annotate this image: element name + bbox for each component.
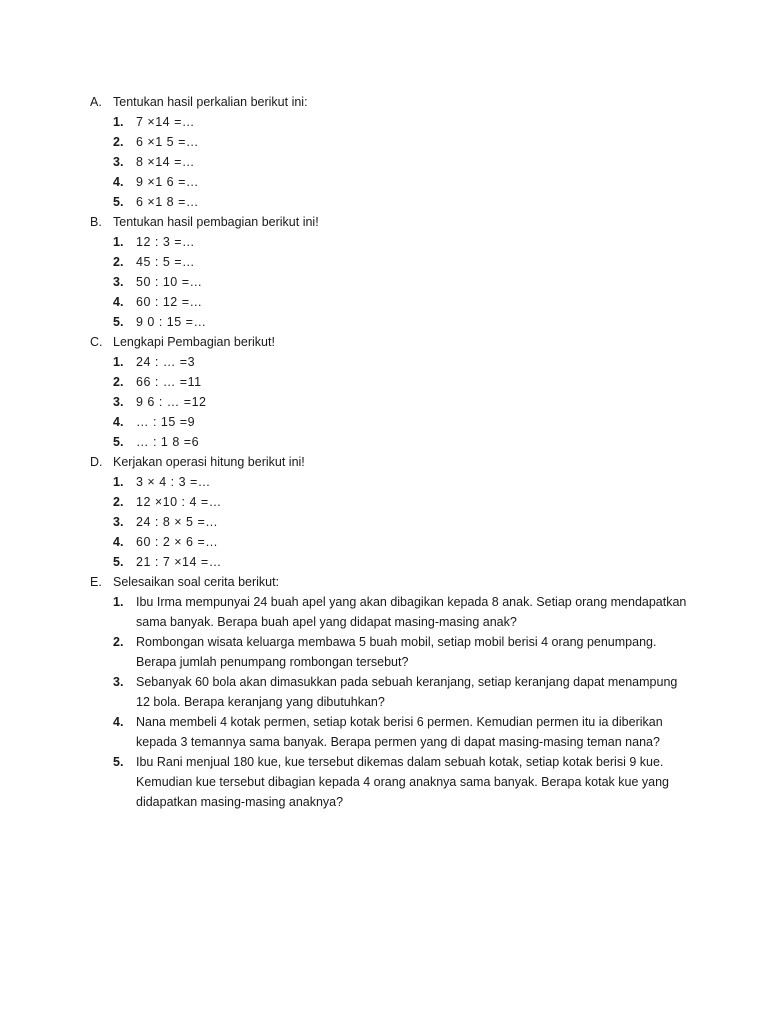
item-text: … : 15 =9 [136, 415, 196, 429]
item-number: 4. [113, 715, 124, 729]
section-letter: D. [90, 455, 103, 469]
item-text: 9 ×1 6 =… [136, 175, 199, 189]
item-text: 21 : 7 ×14 =… [136, 555, 222, 569]
item-number: 3. [113, 155, 124, 169]
item-number: 5. [113, 315, 124, 329]
section-c [90, 332, 690, 452]
item-text: 12 : 3 =… [136, 235, 196, 249]
list-item [113, 252, 690, 272]
item-text: Nana membeli 4 kotak permen, setiap kotak berisi 6 permen. Kemudian permen itu ia diberikan kepada 3 temannya sama banyak. Berapa permen yang di dapat masing-masing teman nana? [136, 715, 663, 749]
list-item [113, 432, 690, 452]
item-number: 4. [113, 415, 124, 429]
item-text: 6 ×1 5 =… [136, 135, 199, 149]
item-text: … : 1 8 =6 [136, 435, 200, 449]
list-item [113, 632, 690, 672]
section-title: Tentukan hasil perkalian berikut ini: [113, 95, 308, 109]
item-number: 3. [113, 675, 124, 689]
item-number: 2. [113, 495, 124, 509]
item-text: 45 : 5 =… [136, 255, 196, 269]
section-letter: B. [90, 215, 102, 229]
item-text: Sebanyak 60 bola akan dimasukkan pada sebuah keranjang, setiap keranjang dapat menampung 12 bola. Berapa keranjang yang dibutuhkan? [136, 675, 678, 709]
list-item [113, 592, 690, 632]
section-a [90, 92, 690, 212]
item-number: 2. [113, 255, 124, 269]
list-item [113, 392, 690, 412]
list-item [113, 352, 690, 372]
item-text: 60 : 12 =… [136, 295, 203, 309]
list-item [113, 712, 690, 752]
item-number: 1. [113, 235, 124, 249]
item-number: 4. [113, 295, 124, 309]
list-item [113, 152, 690, 172]
item-number: 1. [113, 115, 124, 129]
item-number: 5. [113, 755, 124, 769]
item-number: 3. [113, 275, 124, 289]
list-item [113, 532, 690, 552]
item-text: Rombongan wisata keluarga membawa 5 buah mobil, setiap mobil berisi 4 orang penumpang. Berapa jumlah penumpang rombongan tersebut? [136, 635, 657, 669]
section-letter: C. [90, 335, 103, 349]
list-item [113, 512, 690, 532]
section-title: Lengkapi Pembagian berikut! [113, 335, 275, 349]
list-item [113, 172, 690, 192]
item-text: 50 : 10 =… [136, 275, 203, 289]
list-item [113, 192, 690, 212]
section-d [90, 452, 690, 572]
list-item [113, 132, 690, 152]
section-header [90, 92, 690, 112]
list-item [113, 372, 690, 392]
item-number: 5. [113, 195, 124, 209]
item-text: 66 : … =11 [136, 375, 202, 389]
list-item [113, 312, 690, 332]
item-text: 6 ×1 8 =… [136, 195, 199, 209]
item-number: 2. [113, 375, 124, 389]
item-text: 60 : 2 × 6 =… [136, 535, 219, 549]
list-item [113, 412, 690, 432]
list-item [113, 672, 690, 712]
item-number: 3. [113, 395, 124, 409]
list-item [113, 272, 690, 292]
item-number: 5. [113, 435, 124, 449]
item-number: 1. [113, 595, 124, 609]
section-title: Tentukan hasil pembagian berikut ini! [113, 215, 319, 229]
list-item [113, 492, 690, 512]
section-title: Kerjakan operasi hitung berikut ini! [113, 455, 305, 469]
item-number: 3. [113, 515, 124, 529]
item-number: 4. [113, 535, 124, 549]
item-text: 8 ×14 =… [136, 155, 195, 169]
worksheet-content [90, 92, 690, 812]
list-item [113, 472, 690, 492]
list-item [113, 752, 690, 812]
item-number: 2. [113, 635, 124, 649]
section-header [90, 212, 690, 232]
item-number: 5. [113, 555, 124, 569]
item-number: 2. [113, 135, 124, 149]
section-header [90, 332, 690, 352]
item-text: 24 : 8 × 5 =… [136, 515, 219, 529]
item-text: 24 : … =3 [136, 355, 196, 369]
list-item [113, 292, 690, 312]
section-header [90, 572, 690, 592]
section-letter: A. [90, 95, 102, 109]
section-letter: E. [90, 575, 102, 589]
item-text: Ibu Rani menjual 180 kue, kue tersebut dikemas dalam sebuah kotak, setiap kotak berisi 9 kue. Kemudian kue tersebut dibagian kepada 4 orang anaknya sama banyak. Berapa kotak kue yang didapatkan masing-masing anaknya? [136, 755, 670, 809]
item-text: 12 ×10 : 4 =… [136, 495, 222, 509]
section-e [90, 572, 690, 812]
item-number: 1. [113, 475, 124, 489]
section-title: Selesaikan soal cerita berikut: [113, 575, 280, 589]
section-b [90, 212, 690, 332]
list-item [113, 552, 690, 572]
section-header [90, 452, 690, 472]
item-text: Ibu Irma mempunyai 24 buah apel yang akan dibagikan kepada 8 anak. Setiap orang mendapatkan sama banyak. Berapa buah apel yang didapat masing-masing anak? [136, 595, 687, 629]
list-item [113, 232, 690, 252]
item-number: 1. [113, 355, 124, 369]
item-text: 3 × 4 : 3 =… [136, 475, 211, 489]
item-text: 7 ×14 =… [136, 115, 195, 129]
item-number: 4. [113, 175, 124, 189]
list-item [113, 112, 690, 132]
item-text: 9 0 : 15 =… [136, 315, 207, 329]
item-text: 9 6 : … =12 [136, 395, 207, 409]
